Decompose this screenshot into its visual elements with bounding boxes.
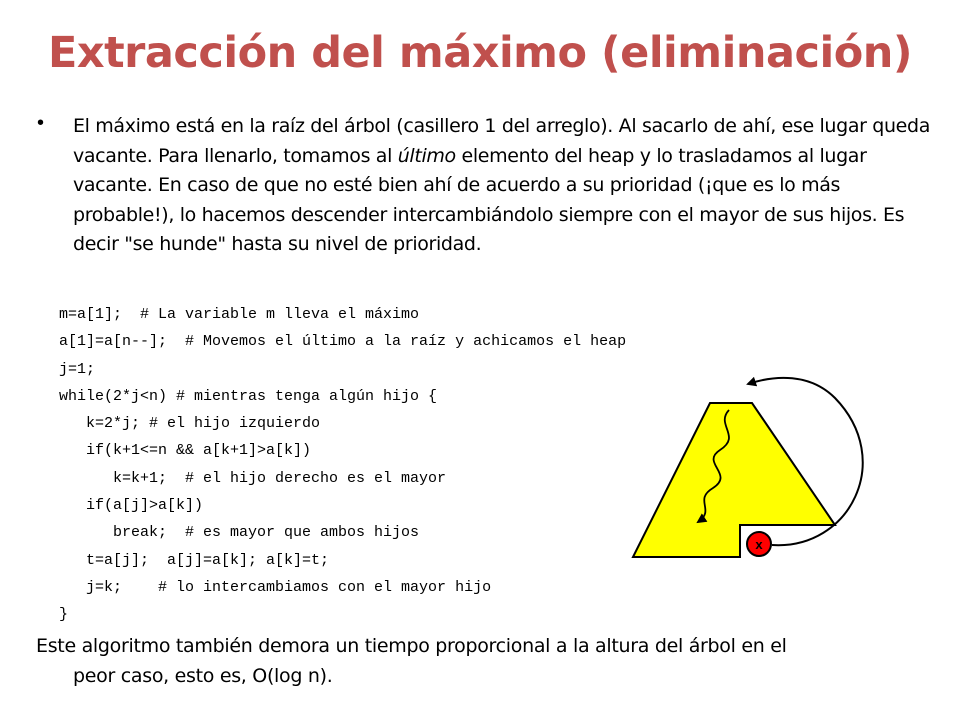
code-line: m=a[1]; # La variable m lleva el máximo [59, 306, 420, 323]
slide-title: Extracción del máximo (eliminación) [48, 28, 912, 78]
closing-line-2: peor caso, esto es, O(log n). [73, 665, 333, 687]
code-line: while(2*j<n) # mientras tenga algún hijo { [59, 387, 438, 405]
paragraph-text-2: elemento del heap y lo trasladamos al lugar vacante. En caso de que no esté bien ahí de acuerdo a su prioridad (¡que es lo más probable!), lo hacemos descender intercambiándolo siempre con el mayor de sus hijos. Es decir "se hunde" hasta su nivel de prioridad. [73, 144, 905, 255]
code-line: j=k; # lo intercambiamos con el mayor hijo [59, 578, 492, 596]
closing-paragraph [36, 631, 936, 691]
code-line: break; # es mayor que ambos hijos [59, 524, 420, 542]
code-line: } [59, 606, 69, 624]
bullet-point: • [37, 112, 45, 134]
code-line: a[1]=a[n--]; # Movemos el último a la raíz y achicamos el heap [59, 333, 627, 351]
paragraph-text-1: El máximo está en la raíz del árbol (casillero 1 del arreglo). Al sacarlo de ahí, ese lugar queda vacante. Para llenarlo, tomamos al [73, 115, 931, 167]
closing-line-1: Este algoritmo también demora un tiempo proporcional a la altura del árbol en el [36, 635, 787, 657]
code-line: k=k+1; # el hijo derecho es el mayor [59, 469, 447, 487]
heap-tree-shape [633, 403, 835, 557]
heap-sink-diagram [625, 360, 875, 570]
main-paragraph [73, 112, 933, 260]
code-line: t=a[j]; a[j]=a[k]; a[k]=t; [59, 551, 330, 569]
code-block [59, 301, 626, 629]
code-line: j=1; [59, 360, 96, 378]
paragraph-emphasis: último [397, 144, 456, 167]
code-line: if(a[j]>a[k]) [59, 497, 204, 515]
code-line: if(k+1<=n && a[k+1]>a[k]) [59, 442, 312, 460]
last-node-label: x [755, 537, 763, 552]
code-line: k=2*j; # el hijo izquierdo [59, 415, 321, 433]
